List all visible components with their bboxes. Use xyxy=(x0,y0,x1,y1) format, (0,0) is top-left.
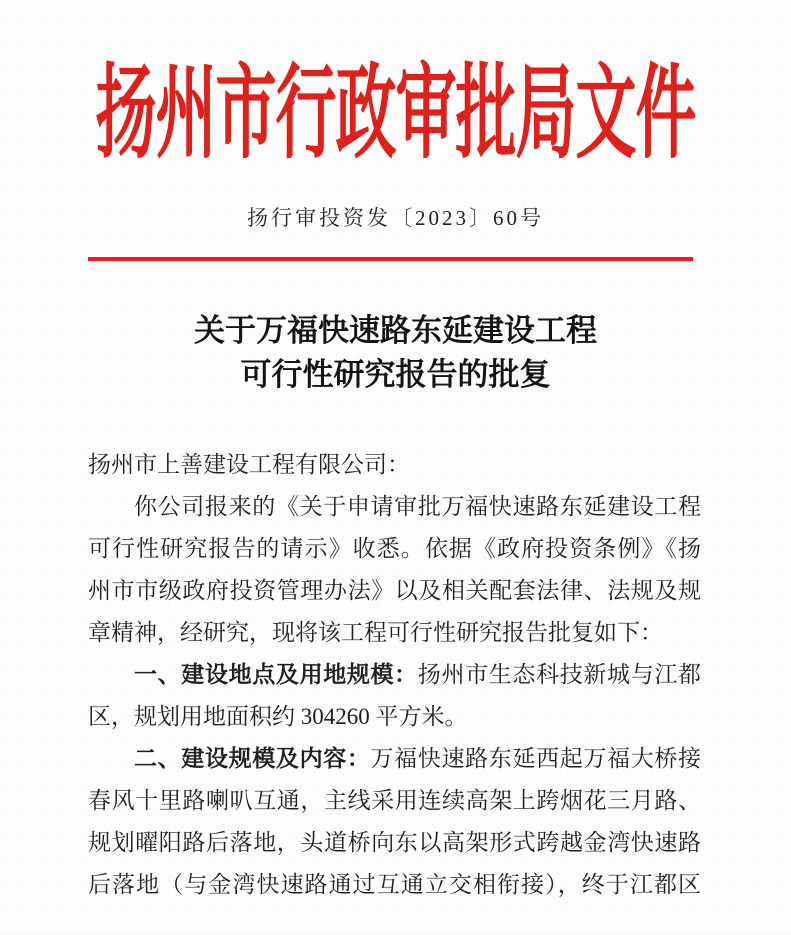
salutation: 扬州市上善建设工程有限公司： xyxy=(88,452,410,477)
item1-heading: 一、建设地点及用地规模： xyxy=(134,662,418,687)
document-title xyxy=(0,309,791,397)
document-body xyxy=(88,444,701,906)
item2-text: 万福快速路东延西起万福大桥接 xyxy=(370,746,702,771)
body-line: 后落地（与金湾快速路通过互通立交相衔接），终于江都区 xyxy=(88,872,701,897)
body-line: 区，规划用地面积约 304260 平方米。 xyxy=(88,704,468,729)
body-line-item2 xyxy=(88,738,701,780)
document-title-line1: 关于万福快速路东延建设工程 xyxy=(194,313,597,348)
agency-title xyxy=(0,58,791,172)
body-line: 规划曜阳路后落地，头道桥向东以高架形式跨越金湾快速路 xyxy=(88,830,701,855)
doc-number: 扬行审投资发〔2023〕60号 xyxy=(247,206,544,230)
body-line: 章精神，经研究，现将该工程可行性研究报告批复如下： xyxy=(88,620,663,645)
body-line-item1 xyxy=(88,654,701,696)
item2-heading: 二、建设规模及内容： xyxy=(134,746,371,771)
red-separator-line xyxy=(88,257,693,261)
agency-title-text: 扬州市行政审批局文件 xyxy=(95,58,696,172)
body-line: 可行性研究报告的请示》收悉。依据《政府投资条例》《扬 xyxy=(88,536,701,561)
document-title-line2: 可行性研究报告的批复 xyxy=(240,357,551,392)
item1-text: 扬州市生态科技新城与江都 xyxy=(417,662,702,687)
body-line: 春风十里路喇叭互通，主线采用连续高架上跨烟花三月路、 xyxy=(88,788,701,813)
body-line: 州市市级政府投资管理办法》以及相关配套法律、法规及规 xyxy=(88,578,701,603)
body-line: 你公司报来的《关于申请审批万福快速路东延建设工程 xyxy=(134,494,701,519)
